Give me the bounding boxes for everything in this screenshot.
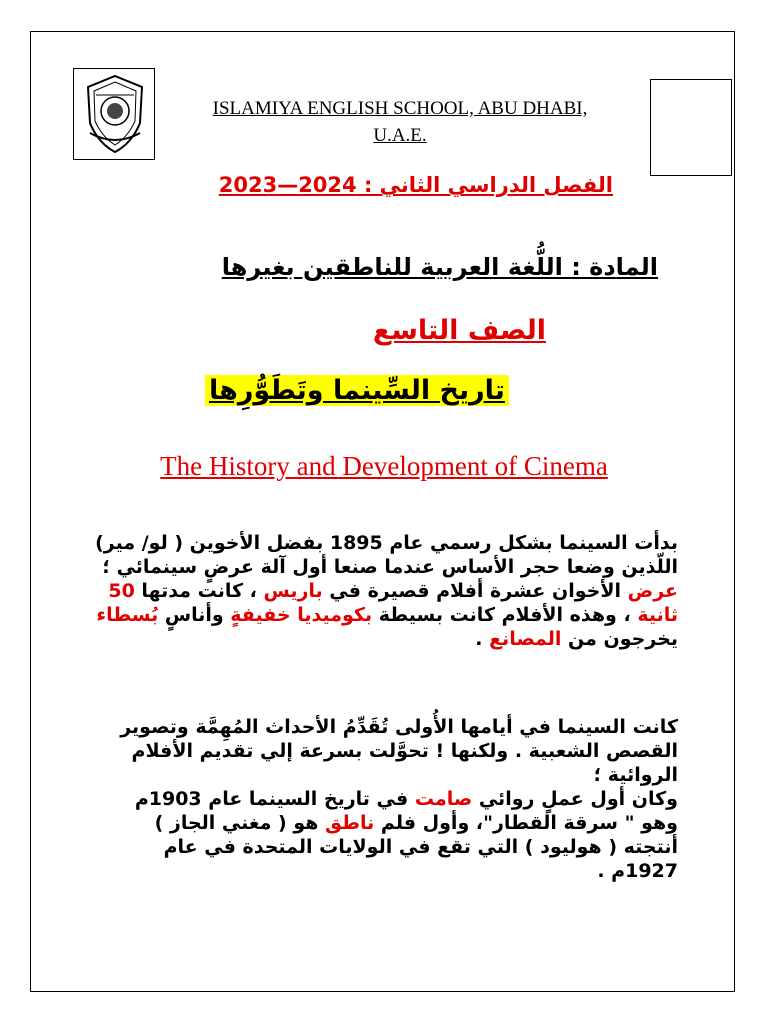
arabic-title: تاريخ السِّينما وتَطَوُّرِها bbox=[205, 375, 509, 406]
p1-text: ، كانت مدتها bbox=[134, 580, 264, 602]
p1-text: الأخوان عشرة أفلام قصيرة في bbox=[322, 580, 628, 602]
p2-highlight-silent: صامت bbox=[414, 788, 473, 810]
grade-heading: الصف التاسع bbox=[372, 315, 546, 346]
school-line-1: ISLAMIYA ENGLISH SCHOOL, ABU DHABI, bbox=[212, 98, 588, 119]
paragraph-1 bbox=[95, 531, 678, 651]
p1-text: . bbox=[475, 628, 490, 650]
blank-box bbox=[650, 79, 732, 176]
school-crest-icon bbox=[80, 73, 150, 155]
p1-text: ، وهذه الأفلام كانت بسيطة bbox=[372, 604, 638, 626]
p2-text: في تاريخ السينما عام 1903م وهو " سرقة القطار"، وأول فلم bbox=[134, 788, 678, 834]
p1-highlight-duration: 50 ثانية bbox=[108, 580, 678, 626]
paragraph-2 bbox=[95, 715, 678, 883]
p1-text: وأناسٍ bbox=[158, 604, 231, 626]
p2-highlight-talking: ناطق bbox=[325, 812, 375, 834]
p2-text: هو ( مغني الجاز ) أنتجته ( هوليود ) التي تقع في الولايات المتحدة في عام 1927م . bbox=[154, 812, 678, 882]
school-name bbox=[150, 95, 650, 149]
school-line-2: U.A.E. bbox=[373, 125, 427, 146]
p1-highlight-paris: باريس bbox=[263, 580, 323, 602]
p1-highlight-comedy: بكوميديا خفيفةٍ bbox=[230, 604, 373, 626]
p1-text: بدأت السينما بشكل رسمي عام 1895 بفضل الأخوين ( لو/ مير) اللّذين وضعا حجر الأساس عندما صنعا أول آلة عرضٍ سينمائي ؛ bbox=[95, 532, 678, 578]
p1-highlight-factories: المصانع bbox=[489, 628, 562, 650]
p1-text: يخرجون من bbox=[561, 628, 678, 650]
subject-heading: المادة : اللُّغة العربية للناطقين بغيرها bbox=[221, 253, 658, 281]
p1-highlight-show: عرض bbox=[627, 580, 678, 602]
term-heading: الفصل الدراسي الثاني : 2024—2023 bbox=[218, 173, 613, 197]
english-title: The History and Development of Cinema bbox=[160, 451, 608, 481]
p2-text: وكان أول عملٍ روائي bbox=[472, 788, 678, 810]
p2-text: كانت السينما في أيامها الأُولى تُقَدِّمُ الأحداث المُهِمَّة وتصوير القصص الشعبية . ولكنها ! تحوَّلت بسرعة إلي تقديم الأفلام الروائية ؛ bbox=[120, 716, 678, 786]
school-logo-box bbox=[73, 68, 155, 160]
p1-highlight-simple: بُسطاء bbox=[96, 604, 159, 626]
